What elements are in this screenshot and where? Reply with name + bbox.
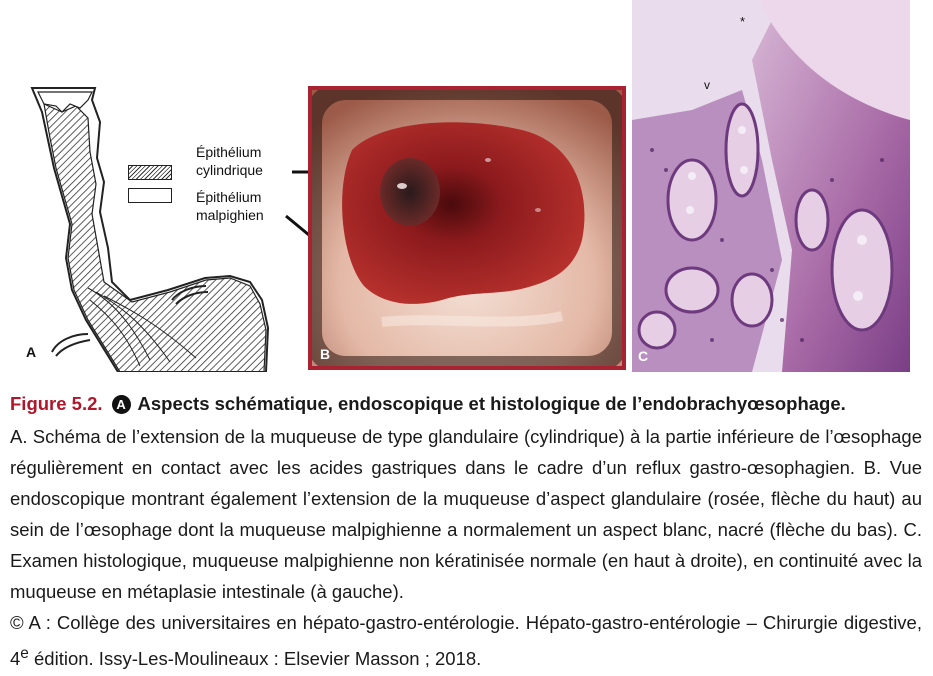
- panel-c-histology: [632, 0, 910, 372]
- credit-superscript: e: [20, 645, 29, 662]
- caption-credit: [10, 607, 922, 674]
- credit-suffix: édition. Issy-Les-Moulineaux : Elsevier Masson ; 2018.: [28, 648, 482, 670]
- esophagus-schematic: [0, 0, 300, 372]
- histology-photo: [632, 0, 910, 372]
- panel-c-letter: C: [638, 348, 649, 364]
- figure-number: Figure 5.2.: [10, 393, 103, 414]
- caption-heading: [10, 388, 922, 419]
- panel-b-letter: B: [320, 346, 331, 362]
- caption-body: A. Schéma de l’extension de la muqueuse de type glandulaire (cylindrique) à la partie inférieure de l’œsophage régulièrement en contact avec les acides gastriques dans le cadre d’un reflux gastro-œsophagien. B. Vue endoscopique montrant également l’extension de la muqueuse d’aspect glandulaire (rosée, flèche du haut) au sein de l’œsophage dont la muqueuse malpighienne a normalement un aspect blanc, nacré (flèche du bas). C. Examen histologique, muqueuse malpighienne non kératinisée normale (en haut à droite), en continuité avec la muqueuse en métaplasie intestinale (à gauche).: [10, 426, 922, 602]
- panel-a-schematic: [0, 0, 300, 372]
- panel-b-endoscopy: [308, 86, 626, 370]
- panel-a-letter: A: [26, 344, 37, 360]
- legend-label-malpighian: Épithélium malpighien: [196, 189, 264, 223]
- legend-label-cylindrical: Épithélium cylindrique: [196, 144, 263, 178]
- circle-a-badge: A: [112, 395, 131, 414]
- figure-caption: [10, 388, 922, 674]
- caption-title: Aspects schématique, endoscopique et histologique de l’endobrachyœsophage.: [137, 393, 846, 414]
- legend-swatch-cylindrical: [128, 165, 172, 180]
- histology-v-mark: v: [704, 78, 710, 92]
- endoscopic-photo: [312, 90, 622, 366]
- histology-asterisk: *: [740, 14, 746, 29]
- credit-prefix: © A : Collège des universitaires en hépato-gastro-entérologie. Hépato-gastro-entérologie – Chirurgie digestive, 4: [10, 612, 922, 670]
- legend-swatch-malpighian: [128, 188, 172, 203]
